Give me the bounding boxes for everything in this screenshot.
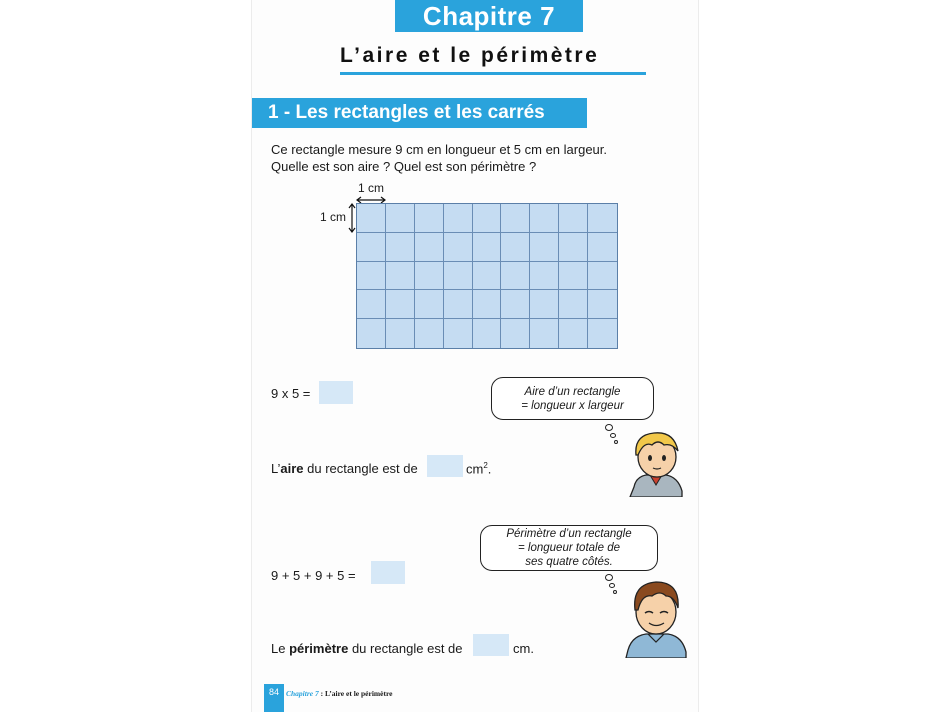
area-keyword: aire — [280, 461, 304, 476]
grid-square — [559, 204, 588, 233]
perimeter-equation: 9 + 5 + 9 + 5 = — [271, 568, 356, 583]
unit-label-top: 1 cm — [357, 181, 384, 195]
grid-square — [473, 204, 502, 233]
area-equation: 9 x 5 = — [271, 386, 311, 401]
grid-square — [357, 204, 386, 233]
title-underline — [340, 72, 646, 75]
thought-dot — [610, 433, 616, 438]
grid-square — [473, 290, 502, 319]
page-title: L’aire et le périmètre — [340, 44, 600, 67]
grid-square — [444, 233, 473, 262]
grid-square — [530, 233, 559, 262]
perimeter-thought-bubble — [480, 525, 658, 571]
bubble2-line-3: ses quatre côtés. — [525, 556, 613, 568]
grid-square — [386, 233, 415, 262]
grid-square — [444, 290, 473, 319]
thought-dot — [609, 583, 615, 588]
area-sentence-text: du rectangle est de — [303, 461, 418, 476]
grid-square — [530, 204, 559, 233]
unit-label-left: 1 cm — [320, 210, 347, 224]
grid-square — [473, 233, 502, 262]
grid-square — [588, 262, 617, 291]
footer-title: : L’aire et le périmètre — [318, 689, 393, 698]
grid-square — [386, 319, 415, 348]
blond-boy-illustration — [624, 425, 688, 497]
bubble2-line-2: = longueur totale de — [518, 542, 620, 554]
bubble2-line-1: Périmètre d’un rectangle — [506, 528, 632, 540]
grid-square — [588, 319, 617, 348]
grid-square — [530, 290, 559, 319]
grid-square — [357, 233, 386, 262]
thought-dot — [605, 574, 613, 581]
problem-line-1: Ce rectangle mesure 9 cm en longueur et 5 cm en largeur. — [271, 142, 608, 157]
bubble1-line-1: Aire d’un rectangle — [524, 385, 621, 398]
grid-square — [444, 262, 473, 291]
grid-square — [415, 233, 444, 262]
grid-square — [530, 319, 559, 348]
brown-haired-boy-illustration — [624, 576, 688, 658]
grid-square — [357, 290, 386, 319]
grid-square — [386, 204, 415, 233]
thought-dot — [605, 424, 613, 431]
perimeter-sentence-start: Le — [271, 641, 290, 656]
grid-square — [588, 233, 617, 262]
rectangle-grid-wrapper — [356, 203, 618, 349]
thought-dot — [613, 590, 617, 594]
perimeter-sentence — [271, 641, 463, 656]
grid-square — [559, 233, 588, 262]
grid-square — [386, 262, 415, 291]
section-heading: 1 - Les rectangles et les carrés — [252, 98, 587, 128]
area-sentence — [271, 461, 418, 476]
grid-square — [501, 233, 530, 262]
grid-square — [386, 290, 415, 319]
perimeter-answer-box[interactable] — [371, 561, 405, 584]
grid-square — [444, 319, 473, 348]
grid-square — [501, 290, 530, 319]
area-sentence-start: L’ — [271, 461, 281, 476]
perimeter-keyword: périmètre — [289, 641, 349, 656]
problem-statement — [271, 141, 671, 175]
grid-square — [530, 262, 559, 291]
perimeter-unit: cm. — [513, 641, 534, 656]
grid-square — [501, 319, 530, 348]
unit-arrow-vertical-icon — [348, 203, 356, 233]
area-answer-box[interactable] — [319, 381, 353, 404]
area-sentence-end: . — [487, 461, 492, 477]
grid-square — [415, 290, 444, 319]
grid-square — [415, 262, 444, 291]
grid-square — [501, 262, 530, 291]
grid-square — [473, 319, 502, 348]
grid-square — [357, 319, 386, 348]
grid-square — [444, 204, 473, 233]
grid-square — [559, 262, 588, 291]
grid-square — [559, 319, 588, 348]
grid-square — [559, 290, 588, 319]
grid-square — [588, 290, 617, 319]
perimeter-sentence-text: du rectangle est de — [348, 641, 463, 656]
bubble1-line-2: = longueur x largeur — [521, 399, 624, 412]
page-number: 84 — [264, 684, 284, 712]
running-footer — [286, 689, 393, 698]
area-thought-bubble — [491, 377, 654, 420]
area-unit-exponent: 2 — [483, 461, 488, 470]
thought-dot — [614, 440, 618, 444]
grid-square — [357, 262, 386, 291]
textbook-page — [252, 0, 698, 712]
problem-line-2: Quelle est son aire ? Quel est son périmètre ? — [271, 159, 537, 174]
grid-square — [501, 204, 530, 233]
grid-square — [415, 319, 444, 348]
grid-square — [588, 204, 617, 233]
area-result-box[interactable] — [427, 455, 463, 477]
footer-chapter: Chapitre 7 — [286, 689, 319, 698]
grid-square — [473, 262, 502, 291]
perimeter-result-box[interactable] — [473, 634, 509, 656]
chapter-banner: Chapitre 7 — [395, 0, 583, 32]
area-unit-text: cm — [466, 461, 484, 477]
rectangle-grid — [356, 203, 618, 349]
area-unit — [466, 461, 491, 476]
grid-square — [415, 204, 444, 233]
